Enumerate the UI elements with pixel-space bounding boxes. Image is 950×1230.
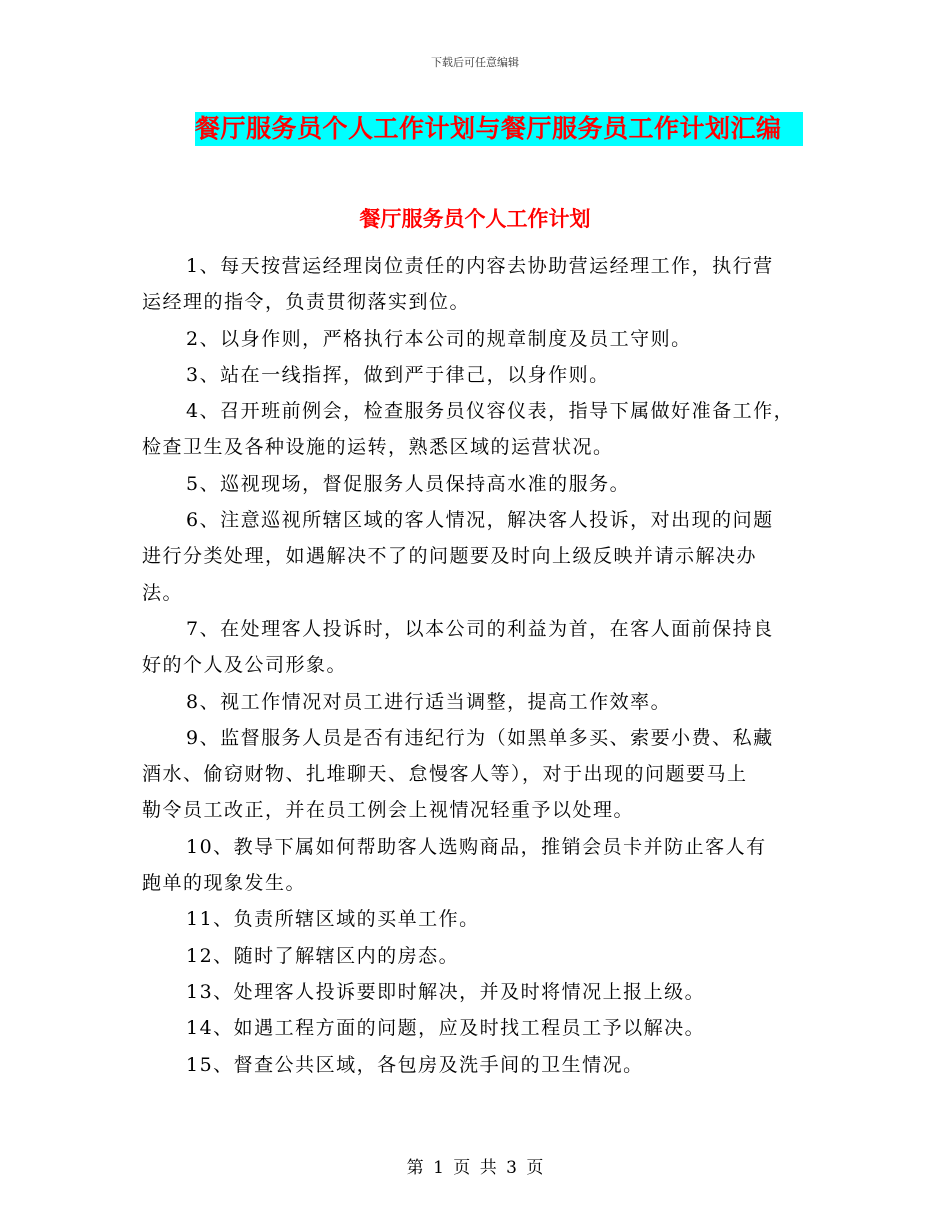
- paragraph-line: 好的个人及公司形象。: [142, 654, 348, 677]
- list-item: [142, 829, 814, 902]
- paragraph-line: 3、站在一线指挥，做到严于律己，以身作则。: [186, 363, 610, 386]
- list-item: [142, 321, 814, 357]
- list-item: [142, 974, 814, 1010]
- paragraph-line: 运经理的指令，负责贯彻落实到位。: [142, 291, 471, 314]
- paragraph-line: 12、随时了解辖区内的房态。: [186, 944, 460, 967]
- section-title: 餐厅服务员个人工作计划: [359, 207, 591, 231]
- paragraph-line: 15、督查公共区域，各包房及洗手间的卫生情况。: [186, 1053, 644, 1076]
- list-item: [142, 466, 814, 502]
- list-item: [142, 684, 814, 720]
- paragraph-line: 检查卫生及各种设施的运转，熟悉区域的运营状况。: [142, 436, 614, 459]
- paragraph-line: 6、注意巡视所辖区域的客人情况，解决客人投诉，对出现的问题: [186, 509, 774, 532]
- paragraph-line: 勒令员工改正，并在员工例会上视情况轻重予以处理。: [142, 799, 635, 822]
- paragraph-line: 法。: [142, 581, 184, 604]
- paragraph-line: 11、负责所辖区域的买单工作。: [186, 908, 480, 931]
- list-item: [142, 393, 814, 466]
- paragraph-line: 酒水、偷窃财物、扎堆聊天、怠慢客人等），对于出现的问题要马上: [142, 763, 748, 786]
- page-footer: 第 1 页 共 3 页: [406, 1158, 544, 1178]
- main-title: 餐厅服务员个人工作计划与餐厅服务员工作计划汇编: [195, 114, 782, 143]
- list-item: [142, 248, 814, 321]
- list-item: [142, 357, 814, 393]
- list-item: [142, 938, 814, 974]
- paragraph-line: 2、以身作则，严格执行本公司的规章制度及员工守则。: [186, 327, 692, 350]
- list-item: [142, 502, 814, 611]
- paragraph-line: 4、召开班前例会，检查服务员仪容仪表，指导下属做好准备工作，: [186, 400, 795, 423]
- document-body: [142, 248, 814, 1083]
- paragraph-line: 9、监督服务人员是否有违纪行为（如黑单多买、索要小费、私藏: [186, 726, 774, 749]
- paragraph-line: 13、处理客人投诉要即时解决，并及时将情况上报上级。: [186, 980, 706, 1003]
- list-item: [142, 720, 814, 829]
- paragraph-line: 8、视工作情况对员工进行适当调整，提高工作效率。: [186, 690, 672, 713]
- list-item: [142, 1010, 814, 1046]
- list-item: [142, 901, 814, 937]
- paragraph-line: 进行分类处理，如遇解决不了的问题要及时向上级反映并请示解决办: [142, 545, 758, 568]
- paragraph-line: 7、在处理客人投诉时，以本公司的利益为首，在客人面前保持良: [186, 617, 774, 640]
- paragraph-line: 5、巡视现场，督促服务人员保持高水准的服务。: [186, 472, 631, 495]
- list-item: [142, 611, 814, 684]
- main-title-highlight: [195, 112, 803, 146]
- header-note: 下载后可任意编辑: [431, 56, 519, 69]
- paragraph-line: 10、教导下属如何帮助客人选购商品，推销会员卡并防止客人有: [186, 835, 767, 858]
- paragraph-line: 1、每天按营运经理岗位责任的内容去协助营运经理工作，执行营: [186, 255, 774, 277]
- paragraph-line: 跑单的现象发生。: [142, 872, 307, 895]
- paragraph-line: 14、如遇工程方面的问题，应及时找工程员工予以解决。: [186, 1017, 706, 1040]
- list-item: [142, 1047, 814, 1083]
